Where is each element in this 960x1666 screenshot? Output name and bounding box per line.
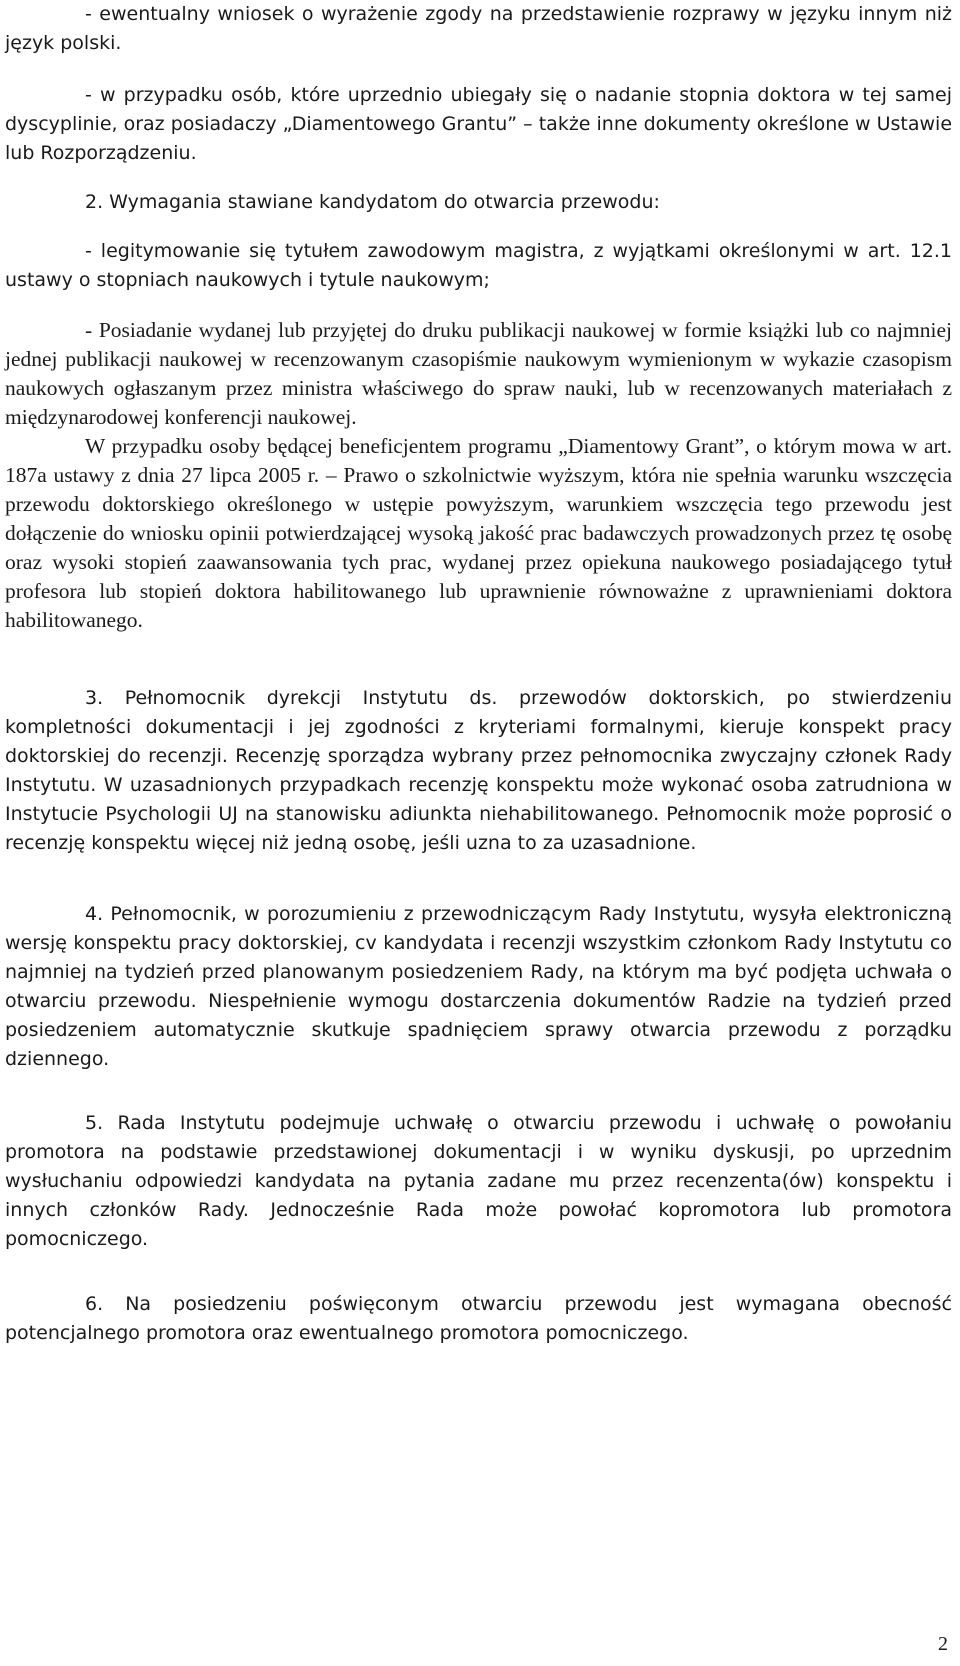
- section-heading-requirements: 2. Wymagania stawiane kandydatom do otwarcia przewodu:: [85, 191, 660, 213]
- paragraph-council-resolution: 5. Rada Instytutu podejmuje uchwałę o otwarciu przewodu i uchwałę o powołaniu promotora na podstawie przedstawionej dokumentacji i w wyniku dyskusji, po uprzednim wysłuchaniu odpowiedzi kandydata na pytania zadane mu przez recenzenta(ów) konspektu i innych członków Rady. Jednocześnie Rada może powołać kopromotora lub promotora pomocniczego.: [5, 1112, 952, 1250]
- paragraph-promoter-presence: 6. Na posiedzeniu poświęconym otwarciu przewodu jest wymagana obecność potencjalnego promotora oraz ewentualnego promotora pomocniczego.: [5, 1293, 952, 1344]
- paragraph-language-request: - ewentualny wniosek o wyrażenie zgody na przedstawienie rozprawy w języku innym niż język polski.: [5, 3, 952, 54]
- paragraph-diamond-grant: W przypadku osoby będącej beneficjentem programu „Diamentowy Grant”, o którym mowa w art. 187a ustawy z dnia 27 lipca 2005 r. – Prawo o szkolnictwie wyższym, która nie spełnia warunku wszczęcia przewodu doktorskiego określonego w ustępie powyższym, warunkiem wszczęcia tego przewodu jest dołączenie do wniosku opinii potwierdzającej wysoką jakość prac badawczych prowadzonych przez tę osobę oraz wysoki stopień zaawansowania tych prac, wydanej przez opiekuna naukowego posiadającego tytuł profesora lub stopień doktora habilitowanego lub uprawnienie równoważne z uprawnieniami doktora habilitowanego.: [5, 434, 952, 632]
- paragraph-publication-requirement: - Posiadanie wydanej lub przyjętej do druku publikacji naukowej w formie książki lub co najmniej jednej publikacji naukowej w recenzowanym czasopiśmie naukowym wymienionym w wykazie czasopism naukowych ogłaszanym przez ministra właściwego do spraw nauki, lub w recenzowanych materiałach z międzynarodowej konferencji naukowej.: [5, 318, 952, 429]
- paragraph-plenipotentiary-review: 3. Pełnomocnik dyrekcji Instytutu ds. przewodów doktorskich, po stwierdzeniu kompletności dokumentacji i jej zgodności z kryteriami formalnymi, kieruje konspekt pracy doktorskiej do recenzji. Recenzję sporządza wybrany przez pełnomocnika zwyczajny członek Rady Instytutu. W uzasadnionych przypadkach recenzję konspektu może wykonać osoba zatrudniona w Instytucie Psychologii UJ na stanowisku adiunkta niehabilitowanego. Pełnomocnik może poprosić o recenzję konspektu więcej niż jedną osobę, jeśli uzna to za uzasadnione.: [5, 687, 952, 854]
- paragraph-prior-applicants: - w przypadku osób, które uprzednio ubiegały się o nadanie stopnia doktora w tej samej dyscyplinie, oraz posiadaczy „Diamentowego Grantu” – także inne dokumenty określone w Ustawie lub Rozporządzeniu.: [5, 84, 953, 164]
- paragraph-electronic-distribution: 4. Pełnomocnik, w porozumieniu z przewodniczącym Rady Instytutu, wysyła elektroniczną wersję konspektu pracy doktorskiej, cv kandydata i recenzji wszystkim członkom Rady Instytutu co najmniej na tydzień przed planowanym posiedzeniem Rady, na którym ma być podjęta uchwała o otwarciu przewodu. Niespełnienie wymogu dostarczenia dokumentów Radzie na tydzień przed posiedzeniem automatycznie skutkuje spadnięciem sprawy otwarcia przewodu z porządku dziennego.: [5, 903, 952, 1070]
- paragraph-master-degree: - legitymowanie się tytułem zawodowym magistra, z wyjątkami określonymi w art. 12.1 ustawy o stopniach naukowych i tytule naukowym;: [5, 240, 952, 291]
- document-page: [5, 0, 952, 1348]
- page-number: 2: [938, 1633, 948, 1655]
